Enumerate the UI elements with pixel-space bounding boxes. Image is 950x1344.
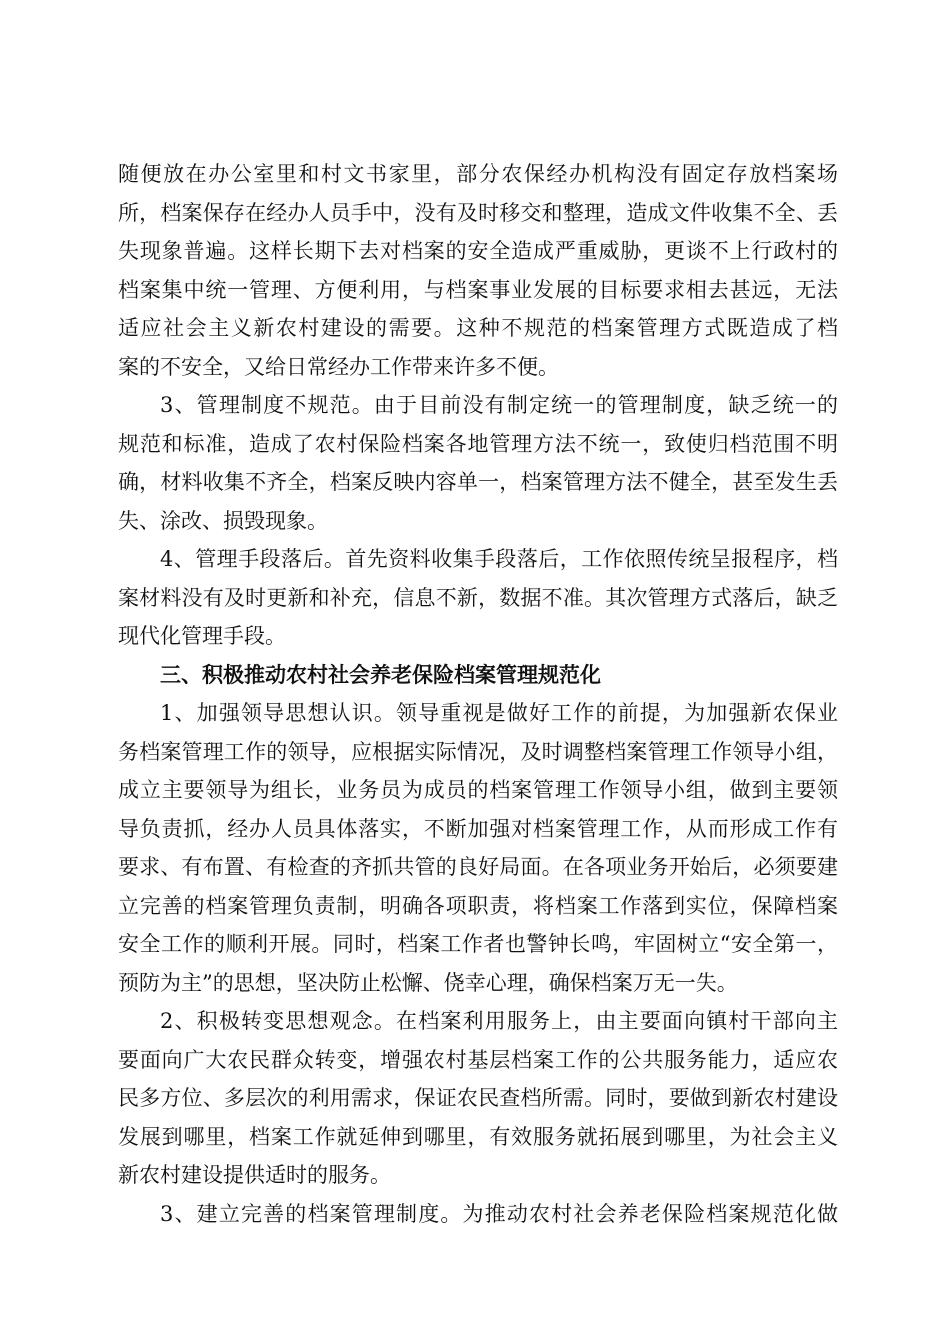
text-line: 现代化管理手段。 (118, 624, 286, 648)
text-line: 档案集中统一管理、方便利用，与档案事业发展的目标要求相去甚远，无法 (118, 277, 838, 302)
text-line: 2、积极转变思想观念。在档案利用服务上，由主要面向镇村干部向主 (160, 1009, 838, 1033)
text-line: 导负责抓，经办人员具体落实，不断加强对档案管理工作，从而形成工作有 (118, 816, 838, 841)
text-line: 发展到哪里，档案工作就延伸到哪里，有效服务就拓展到哪里，为社会主义 (118, 1124, 838, 1149)
text-line: 新农村建设提供适时的服务。 (118, 1163, 391, 1187)
text-line: 失现象普遍。这样长期下去对档案的安全造成严重威胁，更谈不上行政村的 (118, 239, 838, 263)
text-line: 要求、有布置、有检查的齐抓共管的良好局面。在各项业务开始后，必须要建 (118, 855, 838, 879)
text-line: 规范和标准，造成了农村保险档案各地管理方法不统一，致使归档范围不明 (118, 431, 838, 456)
text-line: 预防为主”的思想，坚决防止松懈、侥幸心理，确保档案万无一失。 (118, 970, 738, 995)
text-line: 3、管理制度不规范。由于目前没有制定统一的管理制度，缺乏统一的 (160, 393, 838, 417)
text-line: 适应社会主义新农村建设的需要。这种不规范的档案管理方式既造成了档 (118, 316, 838, 340)
text-line: 要面向广大农民群众转变，增强农村基层档案工作的公共服务能力，适应农 (118, 1047, 838, 1072)
text-line: 1、加强领导思想认识。领导重视是做好工作的前提，为加强新农保业 (160, 701, 838, 725)
text-line: 民多方位、多层次的利用需求，保证农民查档所需。同时，要做到新农村建设 (118, 1086, 838, 1110)
text-line: 安全工作的顺利开展。同时，档案工作者也警钟长鸣，牢固树立“安全第一， (118, 932, 838, 956)
text-line: 4、管理手段落后。首先资料收集手段落后，工作依照传统呈报程序，档 (160, 547, 838, 571)
text-line: 成立主要领导为组长，业务员为成员的档案管理工作领导小组，做到主要领 (118, 778, 838, 802)
text-line: 案材料没有及时更新和补充，信息不新，数据不准。其次管理方式落后，缺乏 (118, 585, 838, 610)
text-line: 3、建立完善的档案管理制度。为推动农村社会养老保险档案规范化做 (160, 1201, 838, 1226)
text-line: 务档案管理工作的领导，应根据实际情况，及时调整档案管理工作领导小组， (118, 739, 838, 764)
text-line: 案的不安全，又给日常经办工作带来许多不便。 (118, 354, 559, 379)
text-line: 确，材料收集不齐全，档案反映内容单一，档案管理方法不健全，甚至发生丢 (118, 470, 838, 494)
text-line: 失、涂改、损毁现象。 (118, 508, 328, 533)
section-heading: 三、积极推动农村社会养老保险档案管理规范化 (160, 661, 601, 687)
text-line: 所，档案保存在经办人员手中，没有及时移交和整理，造成文件收集不全、丢 (118, 200, 838, 225)
text-line: 立完善的档案管理负责制，明确各项职责，将档案工作落到实位，保障档案 (118, 893, 838, 918)
text-line: 随便放在办公室里和村文书家里，部分农保经办机构没有固定存放档案场 (118, 162, 838, 186)
document-body (118, 155, 838, 1233)
